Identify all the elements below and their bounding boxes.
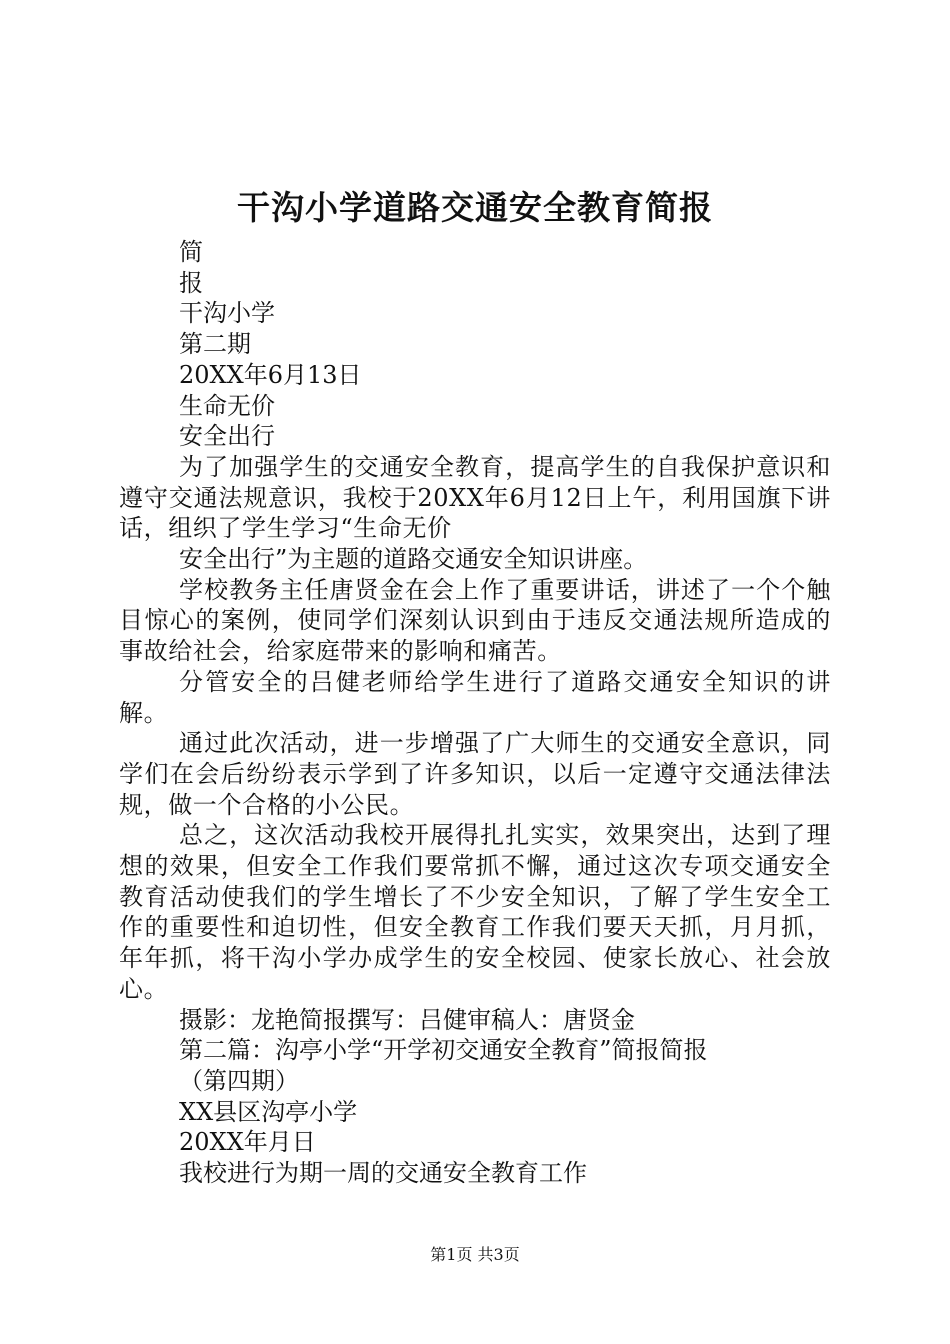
- second-article-date: 20XX年月日: [179, 1128, 316, 1157]
- paragraph-intro: 为了加强学生的交通安全教育，提高学生的自我保护意识和遵守交通法规意识，我校于20XX年6月12日上午，利用国旗下讲话，组织了学生学习“生命无价: [119, 452, 831, 543]
- header-line-bao: 报: [179, 268, 203, 297]
- slogan-line-1: 生命无价: [179, 391, 275, 420]
- second-article-issue: （第四期）: [179, 1066, 299, 1095]
- document-body: [119, 237, 831, 1189]
- slogan-line-2: 安全出行: [179, 422, 275, 451]
- second-article-title: 第二篇：沟亭小学“开学初交通安全教育”简报简报: [179, 1036, 708, 1065]
- header-line-jian: 简: [179, 238, 203, 266]
- paragraph-intro-continuation: 安全出行”为主题的道路交通安全知识讲座。: [179, 545, 648, 574]
- issue-date: 20XX年6月13日: [179, 360, 362, 389]
- paragraph-speech: 学校教务主任唐贤金在会上作了重要讲话，讲述了一个个触目惊心的案例，使同学们深刻认识到由于违反交通法规所造成的事故给社会，给家庭带来的影响和痛苦。: [119, 575, 831, 666]
- issue-number: 第二期: [179, 330, 251, 359]
- document-title: 干沟小学道路交通安全教育简报: [237, 188, 713, 227]
- second-article-intro: 我校进行为期一周的交通安全教育工作: [179, 1159, 587, 1188]
- credits-line: 摄影：龙艳简报撰写：吕健审稿人：唐贤金: [179, 1005, 635, 1034]
- school-name: 干沟小学: [179, 299, 275, 328]
- paragraph-outcome: 通过此次活动，进一步增强了广大师生的交通安全意识，同学们在会后纷纷表示学到了许多知识，以后一定遵守交通法律法规，做一个合格的小公民。: [119, 729, 831, 819]
- paragraph-summary: 总之，这次活动我校开展得扎扎实实，效果突出，达到了理想的效果，但安全工作我们要常抓不懈，通过这次专项交通安全教育活动使我们的学生增长了不少安全知识，了解了学生安全工作的重要性和迫切性，但安全教育工作我们要天天抓，月月抓，年年抓，将干沟小学办成学生的安全校园、使家长放心、社会放心。: [119, 821, 831, 1003]
- paragraph-lecture: 分管安全的吕健老师给学生进行了道路交通安全知识的讲解。: [119, 667, 831, 727]
- page-indicator: 第1页 共3页: [430, 1245, 520, 1264]
- second-article-school: XX县区沟亭小学: [179, 1097, 358, 1126]
